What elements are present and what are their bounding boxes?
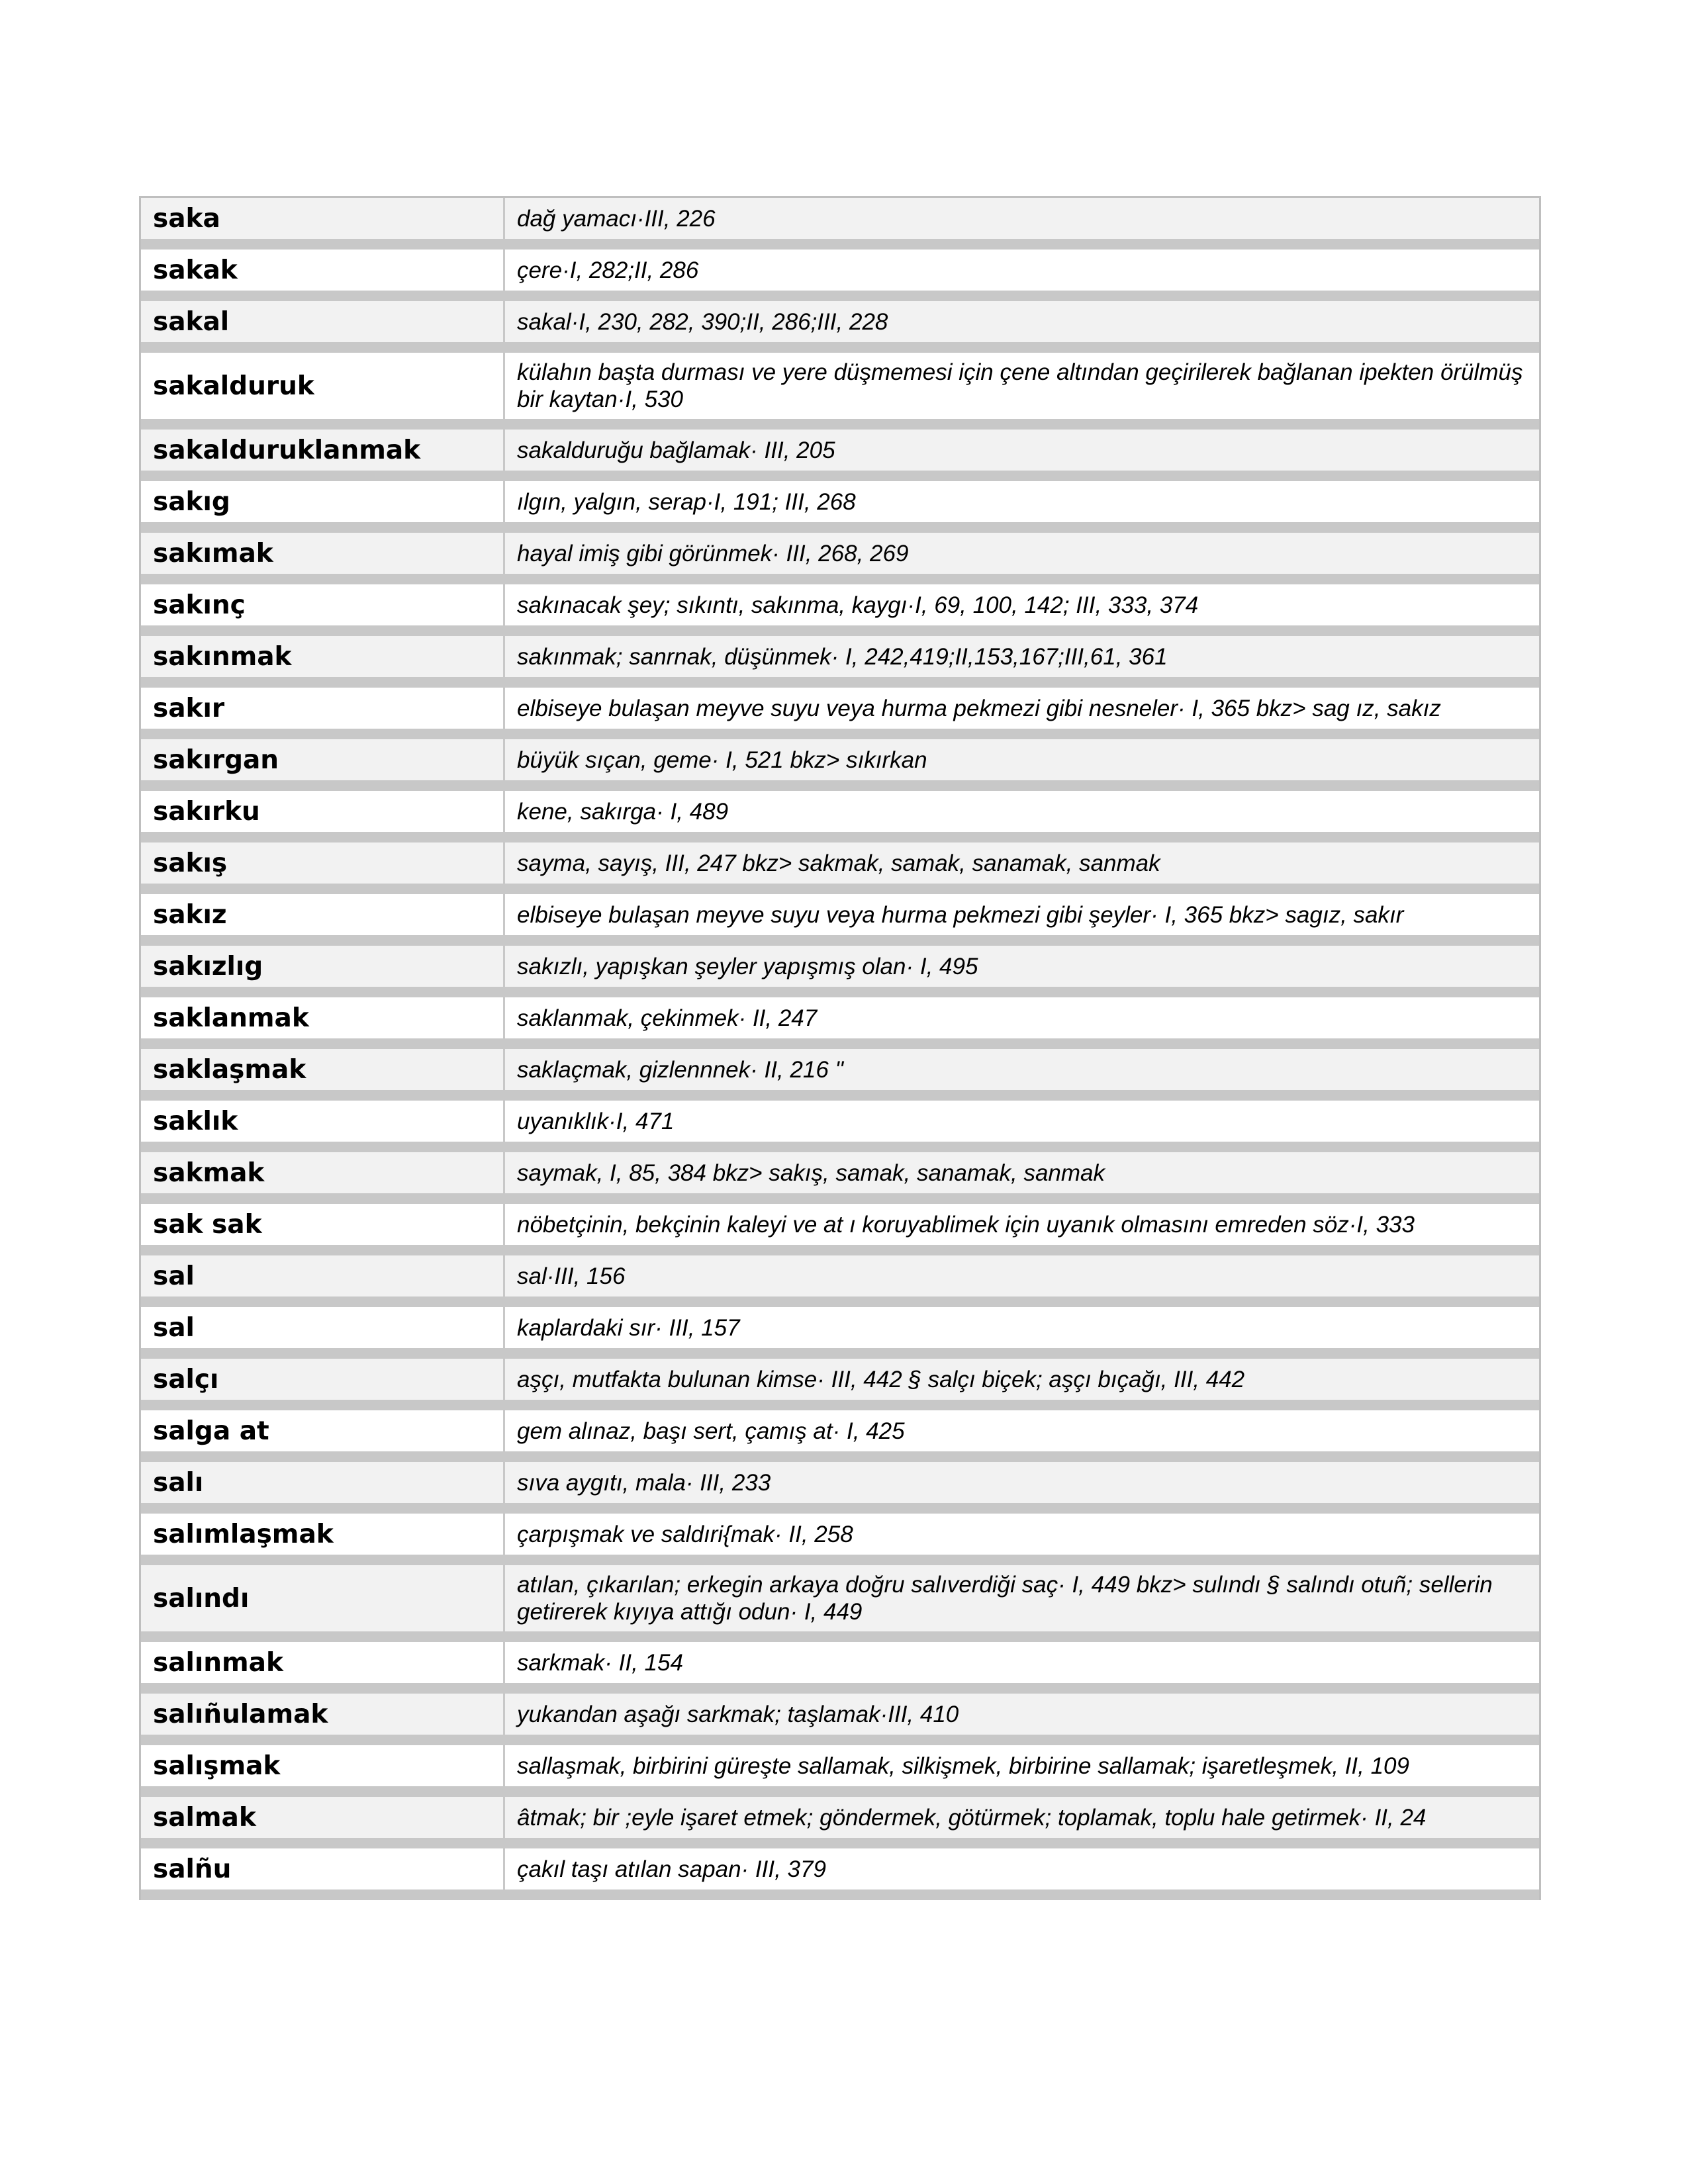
entry-term: sak sak [141, 1204, 505, 1245]
entry-term: sal [141, 1307, 505, 1348]
entry-term: sakır [141, 688, 505, 729]
entry-term: sakırku [141, 791, 505, 832]
table-row [141, 353, 1539, 430]
table-row [141, 1101, 1539, 1152]
entry-term: sakız [141, 894, 505, 935]
entry-definition: saymak, I, 85, 384 bkz> sakış, samak, sanamak, sanmak [517, 1160, 1105, 1186]
table-row [141, 688, 1539, 739]
entry-term: saklaşmak [141, 1049, 505, 1090]
table-row [141, 636, 1539, 688]
entry-term: salı [141, 1462, 505, 1503]
table-row [141, 1565, 1539, 1642]
entry-definition: gem alınaz, başı sert, çamış at· I, 425 [517, 1418, 905, 1444]
entry-term: sakalduruk [141, 353, 505, 419]
table-row [141, 1204, 1539, 1255]
entry-definition: sallaşmak, birbirini güreşte sallamak, silkişmek, birbirine sallamak; işaretleşmek, II, 109 [517, 1752, 1409, 1779]
table-row [141, 946, 1539, 997]
table-row [141, 1694, 1539, 1745]
dictionary-table [139, 196, 1541, 1900]
entry-definition: saklanmak, çekinmek· II, 247 [517, 1005, 818, 1031]
entry-term: sakmak [141, 1152, 505, 1193]
entry-term: sakırgan [141, 739, 505, 780]
entry-term: sakış [141, 842, 505, 884]
entry-definition: sakızlı, yapışkan şeyler yapışmış olan· I, 495 [517, 953, 978, 979]
table-row [141, 894, 1539, 946]
entry-definition: âtmak; bir ;eyle işaret etmek; göndermek, götürmek; toplamak, toplu hale getirmek· II, 24 [517, 1804, 1427, 1831]
entry-term: sakımak [141, 533, 505, 574]
table-row [141, 250, 1539, 301]
table-row [141, 584, 1539, 636]
entry-term: sakalduruklanmak [141, 430, 505, 471]
table-row [141, 1049, 1539, 1101]
entry-term: saka [141, 198, 505, 239]
entry-definition: kene, sakırga· I, 489 [517, 798, 729, 825]
entry-definition: sakınmak; sanrnak, düşünmek· I, 242,419;II,153,167;III,61, 361 [517, 643, 1168, 670]
table-row [141, 481, 1539, 533]
entry-term: salga at [141, 1410, 505, 1451]
entry-term: salñu [141, 1848, 505, 1889]
entry-term: saklanmak [141, 997, 505, 1038]
table-row [141, 1745, 1539, 1797]
entry-term: sakınç [141, 584, 505, 625]
entry-term: sakızlıg [141, 946, 505, 987]
entry-term: salçı [141, 1359, 505, 1400]
entry-definition: çarpışmak ve saldıri{mak· II, 258 [517, 1521, 853, 1547]
table-row [141, 1410, 1539, 1462]
table-row [141, 1152, 1539, 1204]
entry-term: sakak [141, 250, 505, 291]
entry-definition: elbiseye bulaşan meyve suyu veya hurma pekmezi gibi nesneler· I, 365 bkz> sag ız, sakız [517, 695, 1441, 721]
entry-term: salışmak [141, 1745, 505, 1786]
table-row [141, 739, 1539, 791]
table-row [141, 997, 1539, 1049]
entry-term: sakal [141, 301, 505, 342]
entry-definition: sarkmak· II, 154 [517, 1649, 683, 1676]
table-row [141, 842, 1539, 894]
entry-definition: dağ yamacı·III, 226 [517, 205, 716, 232]
table-row [141, 1359, 1539, 1410]
table-row [141, 1462, 1539, 1514]
table-row [141, 533, 1539, 584]
table-row [141, 1307, 1539, 1359]
entry-definition: ılgın, yalgın, serap·I, 191; III, 268 [517, 488, 856, 515]
entry-definition: elbiseye bulaşan meyve suyu veya hurma pekmezi gibi şeyler· I, 365 bkz> sagız, sakır [517, 901, 1404, 928]
entry-definition: sakalduruğu bağlamak· III, 205 [517, 437, 835, 463]
entry-term: salınmak [141, 1642, 505, 1683]
entry-term: salındı [141, 1565, 505, 1631]
entry-term: sakıg [141, 481, 505, 522]
entry-term: saklık [141, 1101, 505, 1142]
entry-term: salmak [141, 1797, 505, 1838]
entry-definition: hayal imiş gibi görünmek· III, 268, 269 [517, 540, 909, 567]
entry-term: sakınmak [141, 636, 505, 677]
entry-term: sal [141, 1255, 505, 1297]
entry-definition: nöbetçinin, bekçinin kaleyi ve at ı koruyablimek için uyanık olmasını emreden söz·I, 333 [517, 1211, 1415, 1238]
entry-definition: çere·I, 282;II, 286 [517, 257, 699, 283]
entry-definition: yukandan aşağı sarkmak; taşlamak·III, 410 [517, 1701, 959, 1727]
table-row [141, 430, 1539, 481]
entry-definition: külahın başta durması ve yere düşmemesi için çene altından geçirilerek bağlanan ipekten örülmüş bir kaytan·I, 530 [517, 359, 1523, 412]
entry-definition: saklaçmak, gizlennnek· II, 216 " [517, 1056, 843, 1083]
entry-definition: sakal·I, 230, 282, 390;II, 286;III, 228 [517, 308, 888, 335]
entry-definition: aşçı, mutfakta bulunan kimse· III, 442 § salçı biçek; aşçı bıçağı, III, 442 [517, 1366, 1245, 1392]
entry-term: salıñulamak [141, 1694, 505, 1735]
table-row [141, 198, 1539, 250]
entry-definition: sal·III, 156 [517, 1263, 626, 1289]
entry-definition: atılan, çıkarılan; erkegin arkaya doğru salıverdiği saç· I, 449 bkz> sulındı § salındı otuñ; sellerin getirerek kıyıya attığı odun· I, 449 [517, 1572, 1493, 1625]
table-row [141, 1642, 1539, 1694]
table-row [141, 1514, 1539, 1565]
entry-definition: büyük sıçan, geme· I, 521 bkz> sıkırkan [517, 747, 927, 773]
table-row [141, 301, 1539, 353]
table-row [141, 1848, 1539, 1900]
table-row [141, 1255, 1539, 1307]
entry-definition: sayma, sayış, III, 247 bkz> sakmak, samak, sanamak, sanmak [517, 850, 1160, 876]
table-row [141, 791, 1539, 842]
entry-definition: çakıl taşı atılan sapan· III, 379 [517, 1856, 826, 1882]
table-row [141, 1797, 1539, 1848]
entry-term: salımlaşmak [141, 1514, 505, 1555]
entry-definition: kaplardaki sır· III, 157 [517, 1314, 740, 1341]
entry-definition: sakınacak şey; sıkıntı, sakınma, kaygı·I, 69, 100, 142; III, 333, 374 [517, 592, 1199, 618]
entry-definition: sıva aygıtı, mala· III, 233 [517, 1469, 771, 1496]
entry-definition: uyanıklık·I, 471 [517, 1108, 675, 1134]
